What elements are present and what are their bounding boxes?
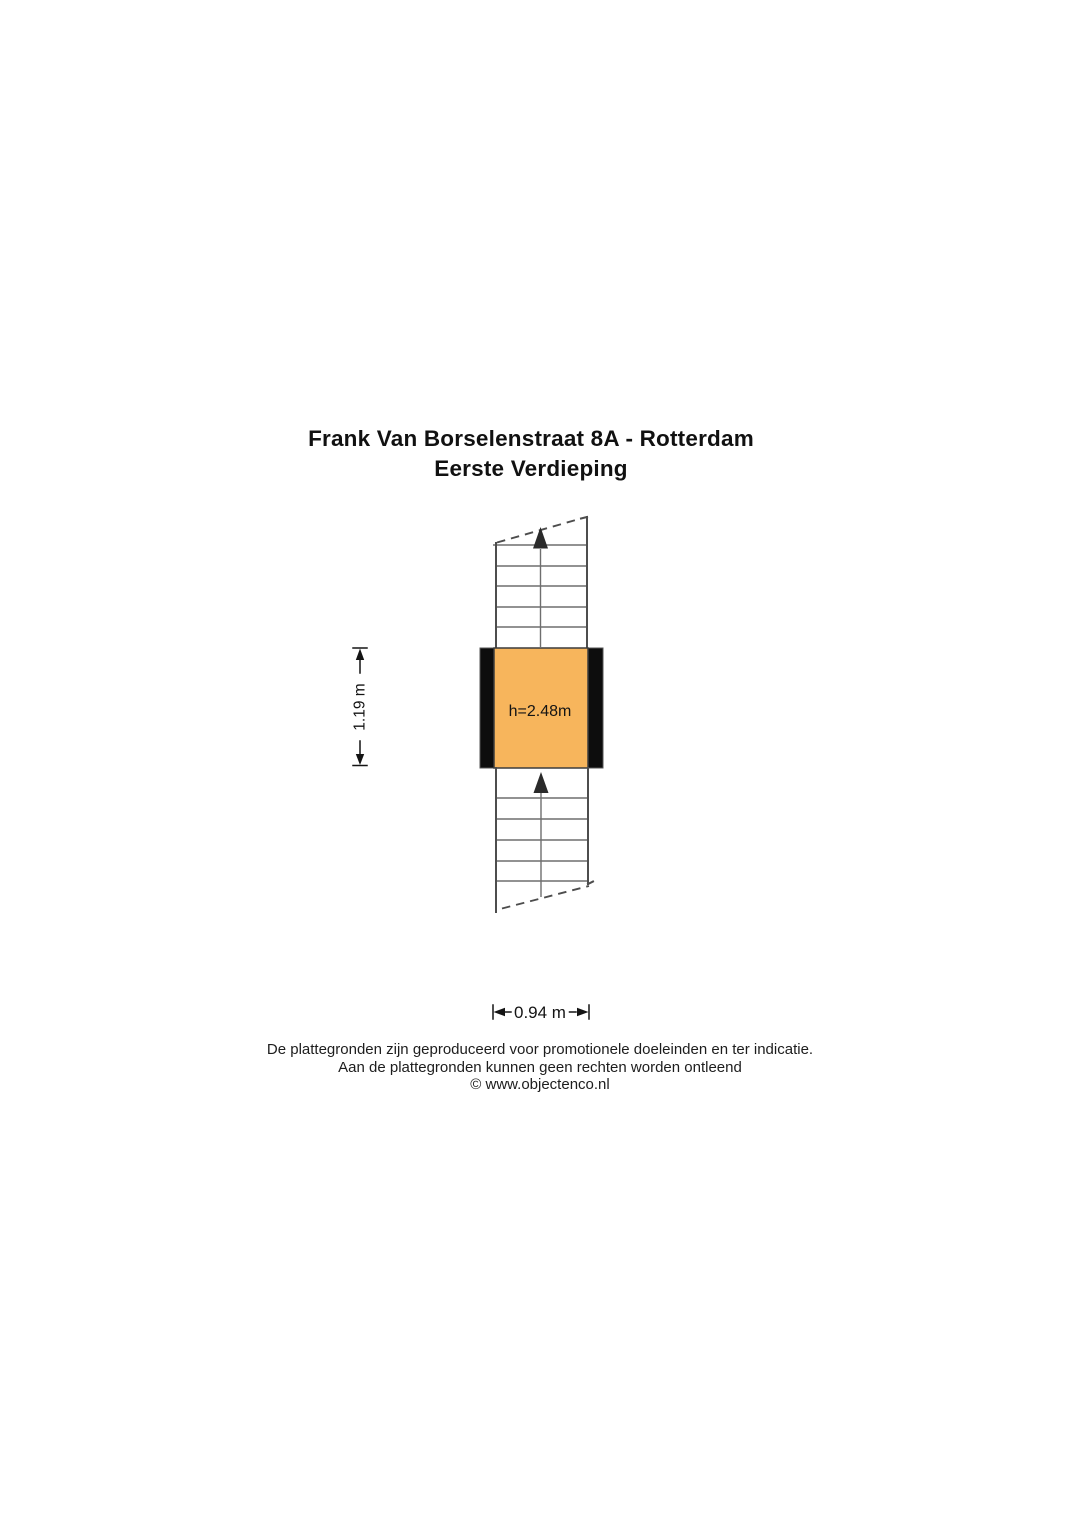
dim-vertical-label: 1.19 m — [351, 683, 369, 731]
upper-staircase — [493, 517, 587, 648]
dim-vertical — [352, 648, 369, 766]
floorplan-drawing — [330, 505, 620, 1030]
dim-horizontal-label: 0.94 m — [514, 1003, 566, 1022]
lower-stair-break-dashed — [502, 886, 589, 909]
landing-wall-right — [588, 648, 603, 768]
dim-vertical-arrow-up — [356, 649, 364, 661]
disclaimer-line1: De plattegronden zijn geproduceerd voor promotionele doeleinden en ter indicatie. — [266, 1041, 814, 1058]
plan-title-line2: Eerste Verdieping — [434, 456, 628, 481]
dim-horizontal — [493, 1003, 589, 1022]
dim-horizontal-arrow-left — [494, 1008, 506, 1016]
dim-horizontal-arrow-right — [577, 1008, 589, 1016]
plan-title — [0, 424, 1062, 484]
disclaimer-line2: Aan de plattegronden kunnen geen rechten worden ontleend — [338, 1058, 742, 1076]
landing-wall-left — [480, 648, 494, 768]
stair-landing — [480, 648, 603, 768]
lower-steps — [496, 793, 588, 897]
landing-height-label: h=2.48m — [508, 703, 572, 720]
lower-direction-arrow — [534, 772, 549, 793]
disclaimer — [0, 1041, 1080, 1094]
disclaimer-copyright: © www.objectenco.nl — [470, 1076, 610, 1093]
upper-direction-arrow — [533, 527, 548, 549]
dim-vertical-arrow-down — [356, 754, 364, 765]
upper-steps — [493, 545, 587, 647]
plan-title-line1: Frank Van Borselenstraat 8A - Rotterdam — [308, 426, 754, 451]
lower-staircase — [496, 768, 593, 912]
